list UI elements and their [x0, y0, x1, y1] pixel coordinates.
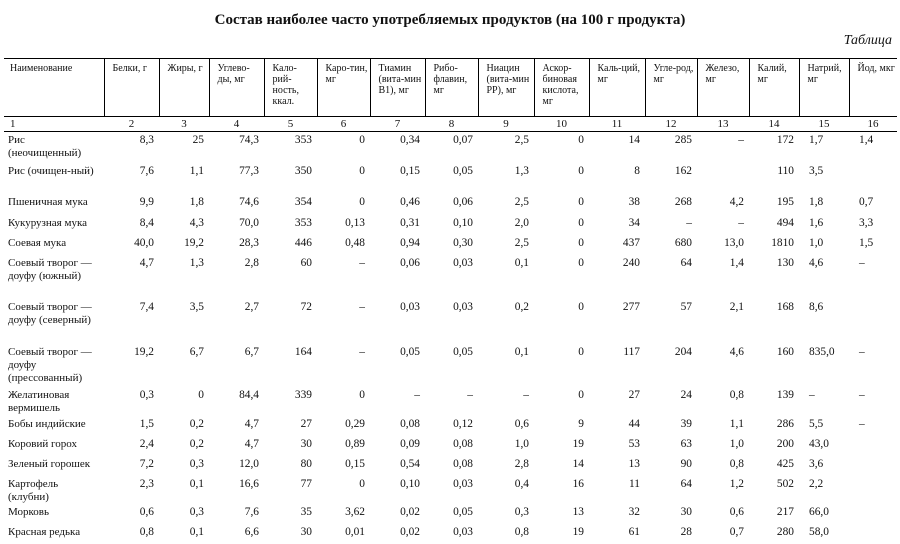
column-number: 9 — [478, 117, 534, 132]
table-cell: 30 — [300, 525, 312, 538]
table-cell: 19,2 — [134, 345, 154, 358]
table-cell: 1,3 — [189, 256, 204, 269]
table-cell: 3,6 — [809, 457, 824, 470]
table-cell: 60 — [300, 256, 312, 269]
table-cell: 0 — [359, 134, 365, 146]
table-cell: 0,13 — [345, 216, 365, 229]
table-cell: 0,3 — [189, 457, 204, 470]
table-cell: 14 — [628, 134, 640, 146]
table-cell: 0 — [578, 195, 584, 208]
table-cell: 0,3 — [514, 505, 529, 518]
table-cell: 8,4 — [139, 216, 154, 229]
table-cell: 7,2 — [139, 457, 154, 470]
table-cell: 0 — [198, 388, 204, 401]
table-cell: 162 — [674, 164, 692, 177]
table-cell: 13 — [572, 505, 584, 518]
table-row — [4, 132, 897, 163]
table-row — [4, 163, 897, 194]
table-cell: 0,03 — [453, 256, 473, 269]
table-cell: 0 — [578, 300, 584, 313]
table-cell: 0,08 — [453, 457, 473, 470]
table-cell: 2,5 — [514, 236, 529, 249]
table-cell: 0,34 — [400, 134, 420, 146]
table-cell: 63 — [680, 437, 692, 450]
table-cell: 34 — [628, 216, 640, 229]
table-cell: 12,0 — [239, 457, 259, 470]
column-number: 15 — [799, 117, 849, 132]
table-cell: 7,4 — [139, 300, 154, 313]
column-header: Йод, мкг — [849, 59, 897, 117]
table-row — [4, 299, 897, 344]
table-cell: 425 — [776, 457, 794, 470]
table-cell — [849, 524, 897, 544]
product-name: Соевый творог — доуфу (южный) — [8, 256, 92, 282]
table-cell: 195 — [776, 195, 794, 208]
table-cell: 1810 — [771, 236, 794, 249]
table-cell: 72 — [300, 300, 312, 313]
table-cell: 0,7 — [729, 525, 744, 538]
table-cell: 0,31 — [400, 216, 420, 229]
table-cell: 0,08 — [400, 417, 420, 430]
table-cell: 164 — [294, 345, 312, 358]
table-cell: 70,0 — [239, 216, 259, 229]
table-cell: 19 — [572, 525, 584, 538]
table-tag: Таблица — [843, 33, 892, 48]
table-cell: 58,0 — [809, 525, 829, 538]
table-cell: 74,3 — [239, 134, 259, 146]
table-cell: 0,46 — [400, 195, 420, 208]
table-cell: 77 — [300, 477, 312, 490]
table-cell: 8 — [634, 164, 640, 177]
table-cell: – — [859, 417, 865, 430]
table-cell: 30 — [680, 505, 692, 518]
table-cell: 339 — [294, 388, 312, 401]
table-cell: 19 — [572, 437, 584, 450]
table-cell: 0,94 — [400, 236, 420, 249]
table-cell: 2,1 — [729, 300, 744, 313]
table-cell: 285 — [674, 134, 692, 146]
table-cell: 0,03 — [453, 525, 473, 538]
table-cell: 0,10 — [453, 216, 473, 229]
table-cell: 1,8 — [189, 195, 204, 208]
column-number: 14 — [749, 117, 799, 132]
table-cell: 16,6 — [239, 477, 259, 490]
table-cell: 25 — [192, 134, 204, 146]
table-cell: 1,1 — [729, 417, 744, 430]
column-header: Белки, г — [104, 59, 159, 117]
table-cell: 200 — [776, 437, 794, 450]
table-cell: 0,08 — [453, 437, 473, 450]
table-cell: – — [359, 345, 365, 358]
table-cell: 32 — [628, 505, 640, 518]
table-cell — [849, 456, 897, 476]
table-cell: 217 — [776, 505, 794, 518]
column-number: 2 — [104, 117, 159, 132]
table-cell: 0,03 — [400, 300, 420, 313]
table-cell: 110 — [777, 164, 794, 177]
table-cell: 1,4 — [729, 256, 744, 269]
table-title: Состав наиболее часто употребляемых продуктов (на 100 г продукта) — [214, 12, 686, 28]
product-name: Соевый творог — доуфу (прессованный) — [8, 345, 92, 384]
table-cell: 0,8 — [514, 525, 529, 538]
table-cell: 1,6 — [809, 216, 824, 229]
table-cell: 4,6 — [809, 256, 824, 269]
table-cell: 0,03 — [453, 300, 473, 313]
table-cell: 7,6 — [244, 505, 259, 518]
table-cell: 0,8 — [729, 457, 744, 470]
table-cell: 0,54 — [400, 457, 420, 470]
column-header: Каро-тин, мг — [317, 59, 370, 117]
table-cell: 0,09 — [400, 437, 420, 450]
table-cell: 0 — [578, 164, 584, 177]
table-cell: 4,7 — [244, 437, 259, 450]
table-cell: 28,3 — [239, 236, 259, 249]
table-cell: 350 — [294, 164, 312, 177]
table-cell: 0,8 — [139, 525, 154, 538]
table-cell: 0,1 — [514, 256, 529, 269]
table-cell: 172 — [776, 134, 794, 146]
table-cell: 0,15 — [345, 457, 365, 470]
table-cell: 1,1 — [189, 164, 204, 177]
table-cell: 130 — [776, 256, 794, 269]
table-cell: 61 — [628, 525, 640, 538]
table-cell: 0,02 — [400, 525, 420, 538]
table-cell: 27 — [300, 417, 312, 430]
table-cell: 2,2 — [809, 477, 824, 490]
column-number: 16 — [849, 117, 897, 132]
table-cell: 0,1 — [189, 525, 204, 538]
product-name: Картофель (клубни) — [8, 477, 59, 503]
table-row — [4, 215, 897, 235]
table-cell: 0 — [578, 345, 584, 358]
table-cell: 0,2 — [189, 437, 204, 450]
table-cell: 354 — [294, 195, 312, 208]
table-cell: 494 — [776, 216, 794, 229]
table-cell: 4,6 — [729, 345, 744, 358]
table-cell: 0,30 — [453, 236, 473, 249]
table-cell: 437 — [622, 236, 640, 249]
table-cell: 0,05 — [400, 345, 420, 358]
table-cell: 353 — [294, 134, 312, 146]
table-cell: 0,29 — [345, 417, 365, 430]
table-cell: 40,0 — [134, 236, 154, 249]
table-cell: 0,03 — [453, 477, 473, 490]
column-number: 12 — [645, 117, 697, 132]
table-cell: 1,7 — [809, 134, 824, 146]
table-cell: 6,7 — [189, 345, 204, 358]
table-cell: 446 — [294, 236, 312, 249]
column-number: 10 — [534, 117, 589, 132]
table-cell: 2,5 — [514, 195, 529, 208]
table-cell: 30 — [300, 437, 312, 450]
table-cell: 0,2 — [189, 417, 204, 430]
column-header: Аскор-биновая кислота, мг — [534, 59, 589, 117]
table-cell: 204 — [674, 345, 692, 358]
table-cell — [849, 476, 897, 504]
table-cell: 74,6 — [239, 195, 259, 208]
table-cell: 44 — [628, 417, 640, 430]
table-cell: 14 — [572, 457, 584, 470]
table-cell: 1,5 — [139, 417, 154, 430]
column-header: Тиамин (вита-мин В1), мг — [370, 59, 425, 117]
table-cell: 2,4 — [139, 437, 154, 450]
table-row — [4, 387, 897, 416]
table-cell: 0,8 — [729, 388, 744, 401]
table-cell: 1,4 — [859, 134, 874, 146]
table-cell: – — [414, 388, 420, 401]
table-cell: 160 — [776, 345, 794, 358]
column-number: 11 — [589, 117, 645, 132]
table-row — [4, 476, 897, 504]
table-cell: 0,1 — [189, 477, 204, 490]
table-cell: 240 — [622, 256, 640, 269]
table-cell — [697, 163, 749, 194]
table-cell: – — [738, 134, 744, 146]
column-header: Углево-ды, мг — [209, 59, 264, 117]
table-cell — [849, 163, 897, 194]
table-cell: 8,3 — [139, 134, 154, 146]
table-cell: 0 — [359, 164, 365, 177]
product-name: Коровий горох — [8, 437, 77, 450]
column-number: 5 — [264, 117, 317, 132]
table-cell: 0,7 — [859, 195, 874, 208]
product-name: Морковь — [8, 505, 50, 518]
column-number-row — [4, 117, 897, 132]
table-cell: 80 — [300, 457, 312, 470]
column-header: Натрий, мг — [799, 59, 849, 117]
table-cell: 1,8 — [809, 195, 824, 208]
table-cell: 64 — [680, 477, 692, 490]
table-cell: 64 — [680, 256, 692, 269]
table-cell: 0,06 — [400, 256, 420, 269]
table-cell: 4,7 — [139, 256, 154, 269]
table-cell: 28 — [680, 525, 692, 538]
table-cell: 0,3 — [189, 505, 204, 518]
table-cell: 11 — [629, 477, 640, 490]
column-header: Жиры, г — [159, 59, 209, 117]
table-cell: 835,0 — [809, 345, 835, 358]
table-row — [4, 524, 897, 544]
column-number: 13 — [697, 117, 749, 132]
table-cell: 38 — [628, 195, 640, 208]
table-cell: 168 — [776, 300, 794, 313]
table-row — [4, 344, 897, 387]
table-cell: 0 — [578, 256, 584, 269]
column-number: 1 — [4, 117, 104, 132]
table-cell: 4,3 — [189, 216, 204, 229]
table-row — [4, 235, 897, 255]
table-cell: 0,05 — [453, 505, 473, 518]
table-cell: 3,5 — [809, 164, 824, 177]
table-cell: – — [859, 256, 865, 269]
table-cell: 84,4 — [239, 388, 259, 401]
table-cell: 0 — [578, 216, 584, 229]
column-header: Кало-рий-ность, ккал. — [264, 59, 317, 117]
product-name: Кукурузная мука — [8, 216, 87, 229]
table-cell: 502 — [776, 477, 794, 490]
table-cell: 39 — [680, 417, 692, 430]
product-name: Зеленый горошек — [8, 457, 91, 470]
table-cell: – — [738, 216, 744, 229]
table-cell: 2,3 — [139, 477, 154, 490]
table-cell: 353 — [294, 216, 312, 229]
table-cell: 1,0 — [729, 437, 744, 450]
table-cell: 1,0 — [514, 437, 529, 450]
header-row — [4, 59, 897, 117]
column-header: Каль-ций, мг — [589, 59, 645, 117]
table-cell: – — [809, 388, 815, 401]
table-cell: 4,2 — [729, 195, 744, 208]
table-cell: 280 — [776, 525, 794, 538]
table-cell: 3,62 — [345, 505, 365, 518]
table-cell: – — [523, 388, 529, 401]
column-number: 8 — [425, 117, 478, 132]
table-cell — [849, 436, 897, 456]
table-cell: 13,0 — [724, 236, 744, 249]
table-cell: 66,0 — [809, 505, 829, 518]
column-number: 3 — [159, 117, 209, 132]
table-cell: 0 — [578, 236, 584, 249]
table-cell: – — [686, 216, 692, 229]
table-cell: 0,06 — [453, 195, 473, 208]
table-cell: 0,3 — [139, 388, 154, 401]
table-cell: 1,3 — [514, 164, 529, 177]
table-cell: 268 — [674, 195, 692, 208]
table-cell: 117 — [623, 345, 640, 358]
table-cell: 0,4 — [514, 477, 529, 490]
table-cell: 19,2 — [184, 236, 204, 249]
table-cell: 3,5 — [189, 300, 204, 313]
column-header: Угле-род, мг — [645, 59, 697, 117]
table-cell: – — [859, 345, 865, 358]
table-cell: 90 — [680, 457, 692, 470]
table-cell: 4,7 — [244, 417, 259, 430]
table-cell: 9 — [578, 417, 584, 430]
table-cell: 0,1 — [514, 345, 529, 358]
table-cell: 6,6 — [244, 525, 259, 538]
table-cell: 0,6 — [139, 505, 154, 518]
table-cell: 1,5 — [859, 236, 874, 249]
table-cell: 16 — [572, 477, 584, 490]
table-cell: – — [359, 300, 365, 313]
table-cell: 2,5 — [514, 134, 529, 146]
table-cell: – — [859, 388, 865, 401]
table-cell: 0,2 — [514, 300, 529, 313]
table-cell: 0,01 — [345, 525, 365, 538]
table-cell: 3,3 — [859, 216, 874, 229]
column-header: Железо, мг — [697, 59, 749, 117]
table-cell: 24 — [680, 388, 692, 401]
column-number: 7 — [370, 117, 425, 132]
table-cell: 0,6 — [729, 505, 744, 518]
table-cell: 1,2 — [729, 477, 744, 490]
table-cell: 1,0 — [809, 236, 824, 249]
table-cell: 0,02 — [400, 505, 420, 518]
table-cell: 277 — [622, 300, 640, 313]
table-cell: 43,0 — [809, 437, 829, 450]
table-row — [4, 504, 897, 524]
table-cell: 0,6 — [514, 417, 529, 430]
table-cell: 53 — [628, 437, 640, 450]
table-cell: 77,3 — [239, 164, 259, 177]
nutrition-table — [4, 58, 897, 544]
product-name: Пшеничная мука — [8, 195, 88, 208]
table-cell: 0,07 — [453, 134, 473, 146]
product-name: Рис (очищен-ный) — [8, 164, 94, 177]
table-row — [4, 456, 897, 476]
table-cell: 0,15 — [400, 164, 420, 177]
table-cell: 13 — [628, 457, 640, 470]
table-cell: 5,5 — [809, 417, 824, 430]
table-cell: 680 — [674, 236, 692, 249]
table-cell: 0 — [359, 195, 365, 208]
product-name: Бобы индийские — [8, 417, 86, 430]
table-cell: 0 — [578, 134, 584, 146]
table-cell: 0 — [578, 388, 584, 401]
table-cell: 0,48 — [345, 236, 365, 249]
product-name: Желатиновая вермишель — [8, 388, 70, 414]
table-cell: 9,9 — [139, 195, 154, 208]
table-cell: 2,0 — [514, 216, 529, 229]
table-cell: 2,7 — [244, 300, 259, 313]
table-cell: 6,7 — [244, 345, 259, 358]
column-header: Ниацин (вита-мин РР), мг — [478, 59, 534, 117]
table-body — [4, 132, 897, 544]
table-cell: – — [467, 388, 473, 401]
table-cell — [849, 504, 897, 524]
table-cell: 0,12 — [453, 417, 473, 430]
table-cell: 57 — [680, 300, 692, 313]
column-header: Наименование — [4, 59, 104, 117]
product-name: Соевая мука — [8, 236, 67, 249]
table-cell: 139 — [776, 388, 794, 401]
table-cell: 0,89 — [345, 437, 365, 450]
table-row — [4, 436, 897, 456]
product-name: Красная редька — [8, 525, 81, 538]
table-cell: 35 — [300, 505, 312, 518]
column-number: 4 — [209, 117, 264, 132]
table-row — [4, 255, 897, 299]
table-cell: 2,8 — [244, 256, 259, 269]
column-header: Калий, мг — [749, 59, 799, 117]
table-cell: 0,10 — [400, 477, 420, 490]
table-cell: 0,05 — [453, 345, 473, 358]
table-cell: 27 — [628, 388, 640, 401]
table-cell — [849, 299, 897, 344]
table-row — [4, 194, 897, 215]
table-cell: 2,8 — [514, 457, 529, 470]
table-row — [4, 416, 897, 436]
table-cell: 7,6 — [139, 164, 154, 177]
product-name: Рис (неочищенный) — [8, 134, 82, 159]
table-cell: 286 — [776, 417, 794, 430]
column-number: 6 — [317, 117, 370, 132]
column-header: Рибо-флавин, мг — [425, 59, 478, 117]
table-cell: – — [359, 256, 365, 269]
table-cell: 0 — [359, 388, 365, 401]
product-name: Соевый творог — доуфу (северный) — [8, 300, 92, 326]
table-cell: 0,05 — [453, 164, 473, 177]
table-cell: 8,6 — [809, 300, 824, 313]
table-cell: 0 — [359, 477, 365, 490]
